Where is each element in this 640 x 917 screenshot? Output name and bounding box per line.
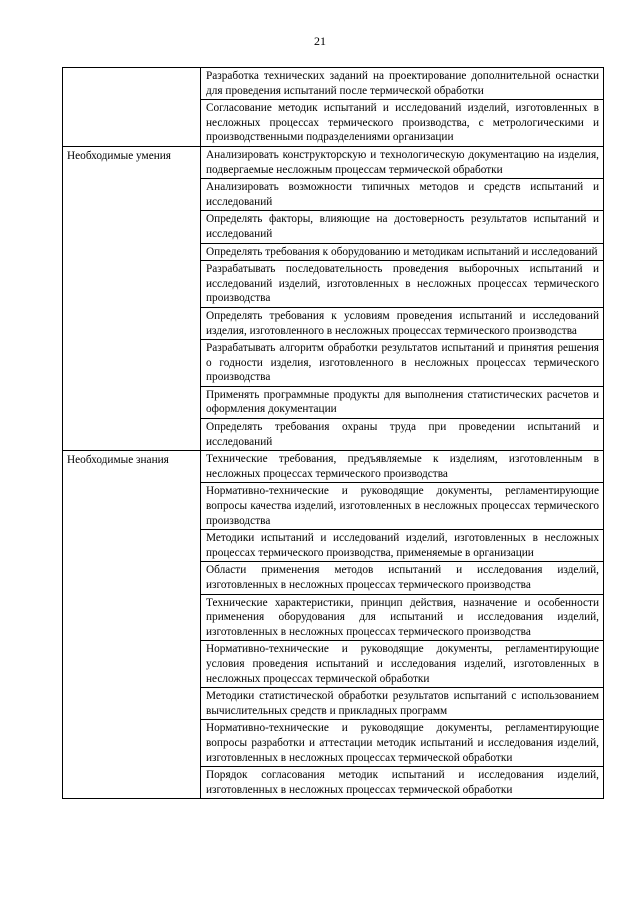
- requirement-item: Определять факторы, влияющие на достоверность результатов испытаний и исследований: [201, 211, 604, 243]
- requirement-item: Методики испытаний и исследований изделий, изготовленных в несложных процессах термического производства, применяемые в организации: [201, 530, 604, 562]
- requirements-table: [62, 67, 604, 799]
- requirement-item: Нормативно-технические и руководящие документы, регламентирующие условия проведения испытаний и исследования изделий, изготовленных в несложных процессах термической обработки: [201, 641, 604, 688]
- requirement-item: Разработка технических заданий на проектирование дополнительной оснастки для проведения испытаний после термической обработки: [201, 68, 604, 100]
- section-label: [63, 68, 201, 147]
- requirement-item: Определять требования к условиям проведения испытаний и исследований изделия, изготовленного в несложных процессах термического производства: [201, 307, 604, 339]
- requirements-table-body: [63, 68, 604, 799]
- requirement-item: Согласование методик испытаний и исследований изделий, изготовленных в несложных процессах термического производства, с метрологическими и производственными подразделениями организации: [201, 100, 604, 147]
- requirement-item: Определять требования к оборудованию и методикам испытаний и исследований: [201, 243, 604, 261]
- requirement-item: Нормативно-технические и руководящие документы, регламентирующие вопросы качества изделий, изготовленных в несложных процессах термического производства: [201, 483, 604, 530]
- table-row: [63, 451, 604, 483]
- requirement-item: Применять программные продукты для выполнения статистических расчетов и оформления документации: [201, 386, 604, 418]
- section-label: Необходимые умения: [63, 146, 201, 450]
- requirement-item: Анализировать возможности типичных методов и средств испытаний и исследований: [201, 179, 604, 211]
- requirement-item: Методики статистической обработки результатов испытаний с использованием вычислительных средств и прикладных программ: [201, 688, 604, 720]
- requirement-item: Разрабатывать алгоритм обработки результатов испытаний и принятия решения о годности изделия, изготовленного в несложных процессах термического производства: [201, 340, 604, 387]
- requirement-item: Технические требования, предъявляемые к изделиям, изготовленным в несложных процессах термического производства: [201, 451, 604, 483]
- requirement-item: Нормативно-технические и руководящие документы, регламентирующие вопросы разработки и аттестации методик испытаний и исследования изделий, изготовленных в несложных процессах термической обработки: [201, 720, 604, 767]
- table-row: [63, 68, 604, 100]
- section-label: Необходимые знания: [63, 451, 201, 799]
- page-number: 21: [314, 34, 326, 48]
- requirement-item: Технические характеристики, принцип действия, назначение и особенности применения оборудования для испытаний и исследования изделий, изготовленных в несложных процессах термического производства: [201, 594, 604, 641]
- requirement-item: Анализировать конструкторскую и технологическую документацию на изделия, подвергаемые несложным процессам термической обработки: [201, 146, 604, 178]
- requirement-item: Порядок согласования методик испытаний и исследования изделий, изготовленных в несложных процессах термической обработки: [201, 767, 604, 799]
- requirement-item: Разрабатывать последовательность проведения выборочных испытаний и исследований изделий, изготовленных в несложных процессах термического производства: [201, 261, 604, 308]
- requirement-item: Области применения методов испытаний и исследования изделий, изготовленных в несложных процессах термического производства: [201, 562, 604, 594]
- requirement-item: Определять требования охраны труда при проведении испытаний и исследований: [201, 419, 604, 451]
- table-row: [63, 146, 604, 178]
